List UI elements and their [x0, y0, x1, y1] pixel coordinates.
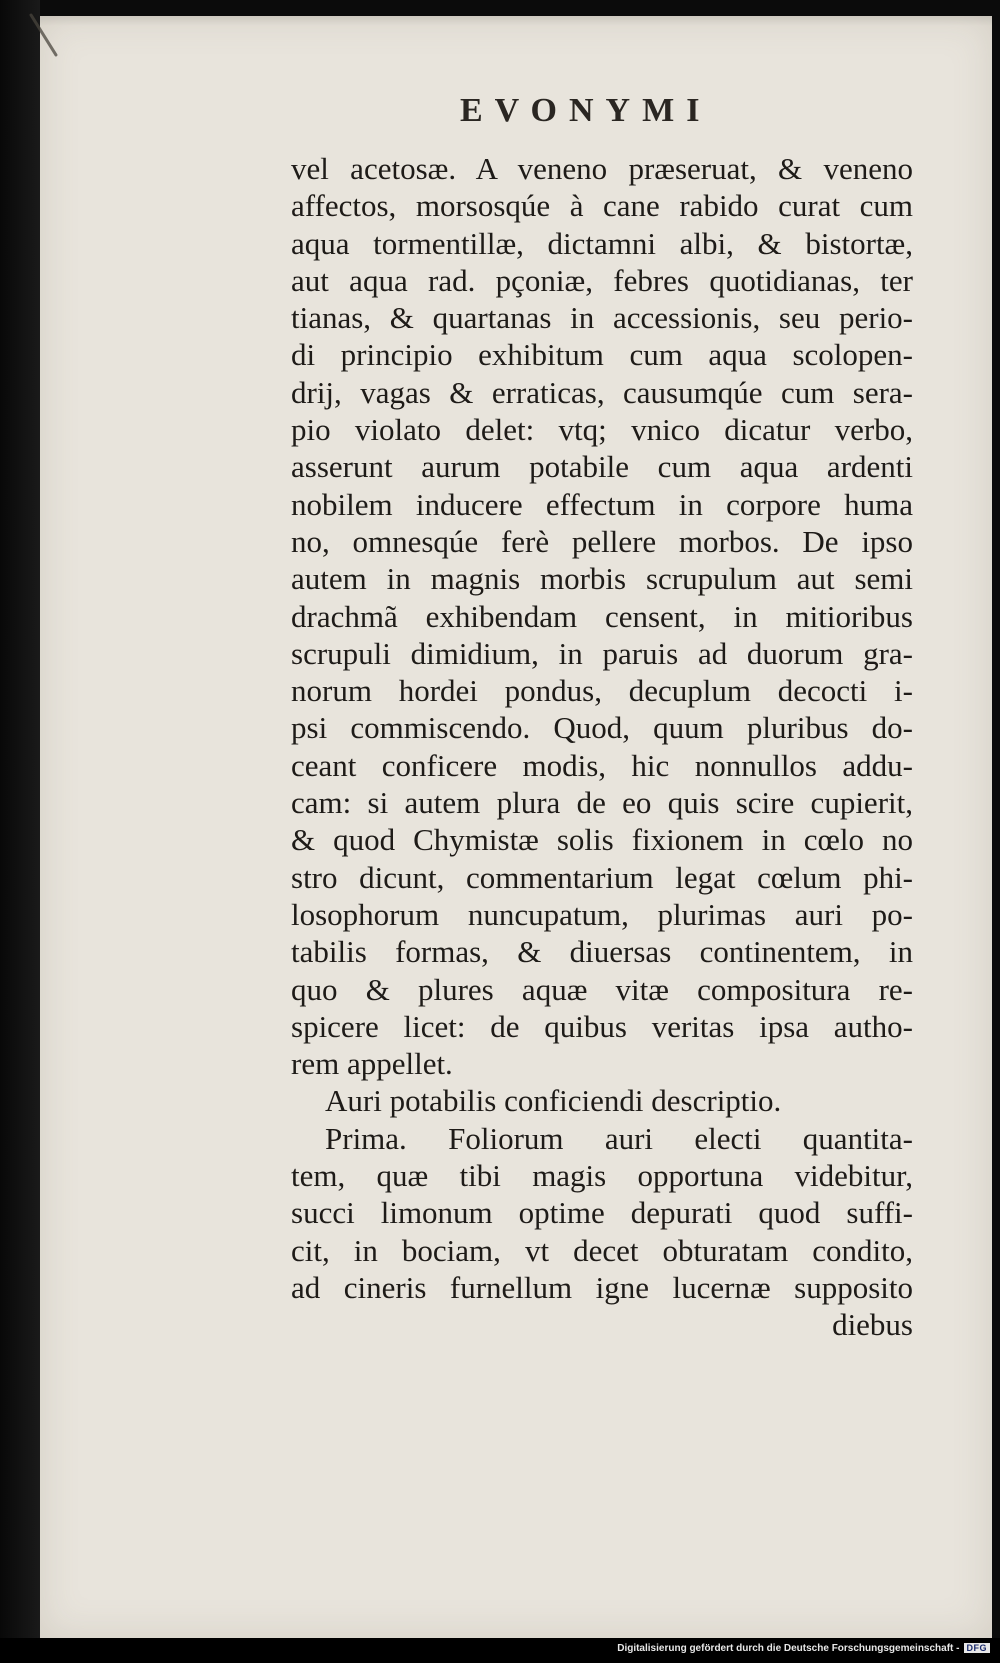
binding-edge [0, 0, 40, 1663]
text-line: ceant conficere modis, hic nonnullos addu- [291, 747, 913, 783]
text-line: losophorum nuncupatum, plurimas auri po- [291, 896, 913, 932]
text-line: Prima. Foliorum auri electi quantita- [325, 1120, 913, 1156]
text-line: asserunt aurum potabile cum aqua ardenti [291, 449, 913, 485]
text-line: aqua tormentillæ, dictamni albi, & bistortæ, [291, 225, 913, 261]
text-line: spicere licet: de quibus veritas ipsa autho- [291, 1008, 913, 1044]
text-line: cam: si autem plura de eo quis scire cupierit, [291, 785, 913, 821]
text-line: drij, vagas & erraticas, causumqúe cum sera- [291, 374, 913, 410]
text-line: autem in magnis morbis scrupulum aut semi [291, 561, 913, 597]
text-line: no, omnesqúe ferè pellere morbos. De ipso [291, 523, 913, 559]
text-line: psi commiscendo. Quod, quum pluribus do- [291, 710, 913, 746]
text-line: stro dicunt, commentarium legat cœlum phi- [291, 859, 913, 895]
text-line: aut aqua rad. pçoniæ, febres quotidianas, ter [291, 262, 913, 298]
text-line: vel acetosæ. A veneno præseruat, & veneno [291, 151, 913, 186]
section-heading: Auri potabilis conficiendi descriptio. [325, 1083, 782, 1119]
text-line: nobilem inducere effectum in corpore huma [291, 486, 913, 522]
text-line: rem appellet. [291, 1046, 453, 1082]
credit-text: Digitalisierung gefördert durch die Deutsche Forschungsgemeinschaft - [617, 1643, 960, 1654]
text-line: tem, quæ tibi magis opportuna videbitur, [291, 1158, 913, 1194]
text-line: di principio exhibitum cum aqua scolopen- [291, 337, 913, 373]
text-line: ad cineris furnellum igne lucernæ supposito [291, 1269, 913, 1305]
text-line: & quod Chymistæ solis fixionem in cœlo no [291, 822, 913, 858]
text-line: succi limonum optime depurati quod suffi- [291, 1195, 913, 1231]
catchword: diebus [832, 1307, 913, 1343]
text-line: tianas, & quartanas in accessionis, seu perio- [291, 300, 913, 336]
dfg-logo: DFG [964, 1643, 991, 1653]
page-shadow [40, 16, 992, 26]
body-text [291, 150, 913, 1344]
text-line: pio violato delet: vtq; vnico dicatur verbo, [291, 412, 913, 448]
text-line: scrupuli dimidium, in paruis ad duorum gra- [291, 635, 913, 671]
text-line: drachmã exhibendam censent, in mitioribus [291, 598, 913, 634]
text-line: cit, in bociam, vt decet obturatam condito, [291, 1232, 913, 1268]
running-head: EVONYMI [460, 92, 712, 129]
text-line: norum hordei pondus, decuplum decocti i- [291, 673, 913, 709]
text-line: quo & plures aquæ vitæ compositura re- [291, 971, 913, 1007]
text-line: tabilis formas, & diuersas continentem, in [291, 934, 913, 970]
digitization-credit [617, 1643, 990, 1654]
text-line: affectos, morsosqúe à cane rabido curat cum [291, 188, 913, 224]
